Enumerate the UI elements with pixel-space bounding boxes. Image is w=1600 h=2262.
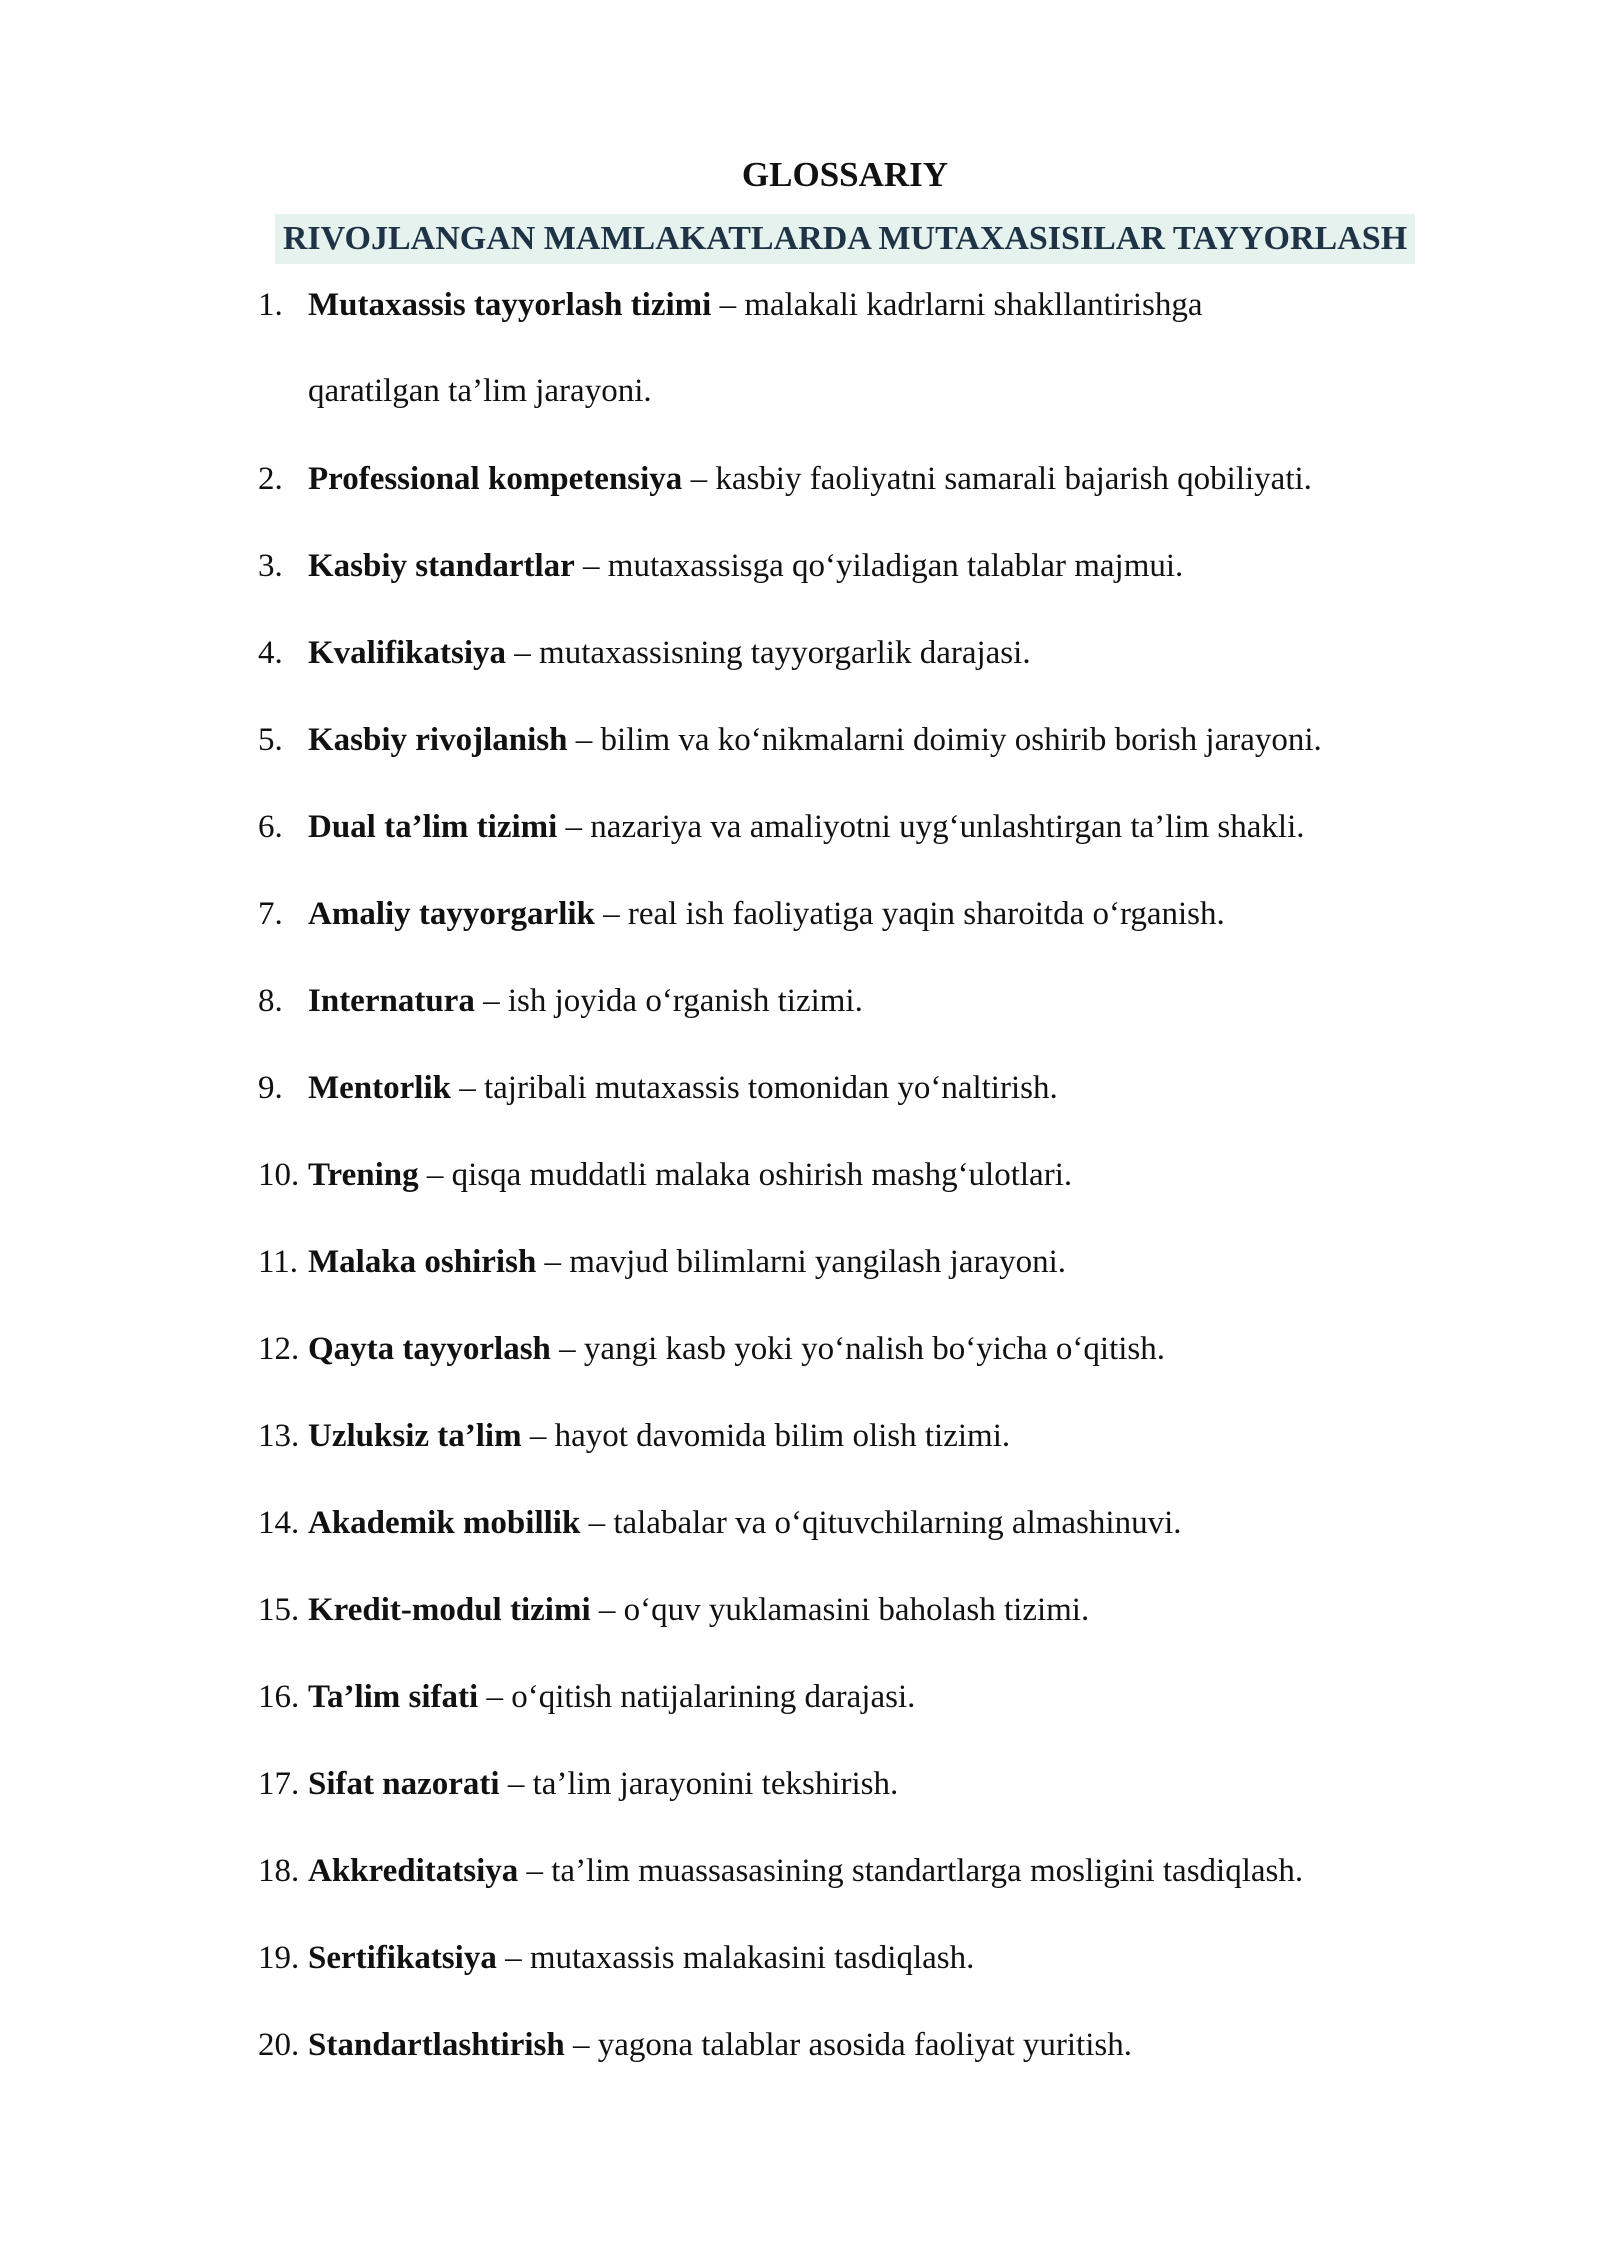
entry-text (308, 632, 1031, 674)
entry-text (308, 1589, 1089, 1631)
entry-definition-continuation: qaratilgan ta’lim jarayoni. (308, 373, 652, 409)
entry-definition: – talabalar va o‘qituvchilarning almashinuvi. (580, 1505, 1182, 1541)
entry-text (308, 284, 1203, 326)
entry-term: Kasbiy standartlar (308, 548, 575, 584)
entry-term: Professional kompetensiya (308, 461, 683, 497)
entry-definition: – malakali kadrlarni shakllantirishga (711, 287, 1203, 323)
document-subtitle-container (0, 214, 1600, 264)
entry-definition: – yangi kasb yoki yo‘nalish bo‘yicha o‘qitish. (550, 1331, 1165, 1367)
entry-definition: – qisqa muddatli malaka oshirish mashg‘ulotlari. (418, 1157, 1073, 1193)
entry-text (308, 1328, 1165, 1370)
entry-term: Uzluksiz ta’lim (308, 1418, 522, 1454)
document-subtitle: RIVOJLANGAN MAMLAKATLARDA MUTAXASISILAR TAYYORLASH (275, 214, 1415, 264)
entry-number: 18. (258, 1853, 300, 1889)
glossary-entry (0, 1415, 1600, 1502)
entry-number: 14. (258, 1505, 300, 1541)
glossary-entry (0, 719, 1600, 806)
entry-number: 1. (258, 287, 283, 323)
entry-text (308, 893, 1225, 935)
glossary-entry (0, 1850, 1600, 1937)
entry-number: 15. (258, 1592, 300, 1628)
entry-number: 16. (258, 1679, 300, 1715)
entry-definition: – mutaxassisga qo‘yiladigan talablar majmui. (574, 548, 1184, 584)
entry-number: 8. (258, 983, 283, 1019)
entry-definition: – kasbiy faoliyatni samarali bajarish qobiliyati. (682, 461, 1312, 497)
entry-term: Kredit-modul tizimi (308, 1592, 591, 1628)
entry-definition: – bilim va ko‘nikmalarni doimiy oshirib borish jarayoni. (567, 722, 1322, 758)
entry-term: Qayta tayyorlash (308, 1331, 551, 1367)
entry-number: 17. (258, 1766, 300, 1802)
glossary-entry (0, 1067, 1600, 1154)
entry-text (308, 1937, 974, 1979)
glossary-entry (0, 980, 1600, 1067)
entry-definition: – nazariya va amaliyotni uyg‘unlashtirgan ta’lim shakli. (557, 809, 1305, 845)
entry-term: Standartlashtirish (308, 2027, 565, 2063)
entry-number: 19. (258, 1940, 300, 1976)
entry-text (308, 1241, 1066, 1283)
entry-text (308, 458, 1312, 500)
entry-definition: – ta’lim jarayonini tekshirish. (499, 1766, 899, 1802)
entry-term: Kasbiy rivojlanish (308, 722, 568, 758)
entry-term: Sertifikatsiya (308, 1940, 497, 1976)
glossary-entry (0, 893, 1600, 980)
entry-number: 20. (258, 2027, 300, 2063)
entry-number: 13. (258, 1418, 300, 1454)
entry-number: 7. (258, 896, 283, 932)
glossary-entry (0, 1937, 1600, 2024)
glossary-entry (0, 284, 1600, 458)
entry-number: 5. (258, 722, 283, 758)
glossary-entry (0, 1676, 1600, 1763)
entry-definition: – hayot davomida bilim olish tizimi. (521, 1418, 1011, 1454)
entry-number: 4. (258, 635, 283, 671)
entry-term: Akademik mobillik (308, 1505, 581, 1541)
entry-term: Sifat nazorati (308, 1766, 500, 1802)
entry-definition: – mutaxassisning tayyorgarlik darajasi. (506, 635, 1031, 671)
glossary-entry (0, 1763, 1600, 1850)
entry-text (308, 2024, 1132, 2066)
entry-text (308, 1502, 1181, 1544)
entry-text (308, 1676, 915, 1718)
glossary-entry (0, 632, 1600, 719)
entry-text (308, 1850, 1303, 1892)
entry-number: 2. (258, 461, 283, 497)
entry-term: Mentorlik (308, 1070, 451, 1106)
glossary-entry (0, 1589, 1600, 1676)
glossary-entry (0, 806, 1600, 893)
glossary-list (0, 284, 1600, 2111)
entry-definition: – ish joyida o‘rganish tizimi. (474, 983, 863, 1019)
entry-definition: – yagona talablar asosida faoliyat yuritish. (564, 2027, 1132, 2063)
entry-term: Mutaxassis tayyorlash tizimi (308, 287, 712, 323)
entry-definition: – o‘qitish natijalarining darajasi. (478, 1679, 916, 1715)
glossary-entry (0, 458, 1600, 545)
entry-number: 11. (258, 1244, 299, 1280)
entry-term: Trening (308, 1157, 419, 1193)
entry-term: Kvalifikatsiya (308, 635, 507, 671)
glossary-entry (0, 1241, 1600, 1328)
entry-definition: – tajribali mutaxassis tomonidan yo‘naltirish. (450, 1070, 1058, 1106)
entry-term: Akkreditatsiya (308, 1853, 519, 1889)
entry-text (308, 980, 863, 1022)
glossary-entry (0, 1502, 1600, 1589)
entry-term: Dual ta’lim tizimi (308, 809, 558, 845)
entry-text (308, 719, 1322, 761)
entry-definition: – mutaxassis malakasini tasdiqlash. (496, 1940, 975, 1976)
entry-text (308, 1067, 1058, 1109)
entry-term: Internatura (308, 983, 475, 1019)
entry-definition: – o‘quv yuklamasini baholash tizimi. (590, 1592, 1090, 1628)
entry-text (308, 1415, 1010, 1457)
entry-definition: – real ish faoliyatiga yaqin sharoitda o‘rganish. (594, 896, 1225, 932)
entry-term: Amaliy tayyorgarlik (308, 896, 595, 932)
glossary-entry (0, 545, 1600, 632)
entry-text (308, 1763, 898, 1805)
glossary-entry (0, 1328, 1600, 1415)
entry-number: 12. (258, 1331, 300, 1367)
glossary-entry (0, 1154, 1600, 1241)
entry-number: 6. (258, 809, 283, 845)
entry-text (308, 545, 1183, 587)
entry-number: 9. (258, 1070, 283, 1106)
entry-definition: – mavjud bilimlarni yangilash jarayoni. (536, 1244, 1067, 1280)
entry-number: 10. (258, 1157, 300, 1193)
entry-text (308, 1154, 1072, 1196)
entry-number: 3. (258, 548, 283, 584)
document-title: GLOSSARIY (741, 155, 949, 194)
entry-term: Ta’lim sifati (308, 1679, 479, 1715)
glossary-entry (0, 2024, 1600, 2111)
entry-definition: – ta’lim muassasasining standartlarga mosligini tasdiqlash. (518, 1853, 1304, 1889)
entry-text (308, 806, 1305, 848)
entry-term: Malaka oshirish (308, 1244, 537, 1280)
